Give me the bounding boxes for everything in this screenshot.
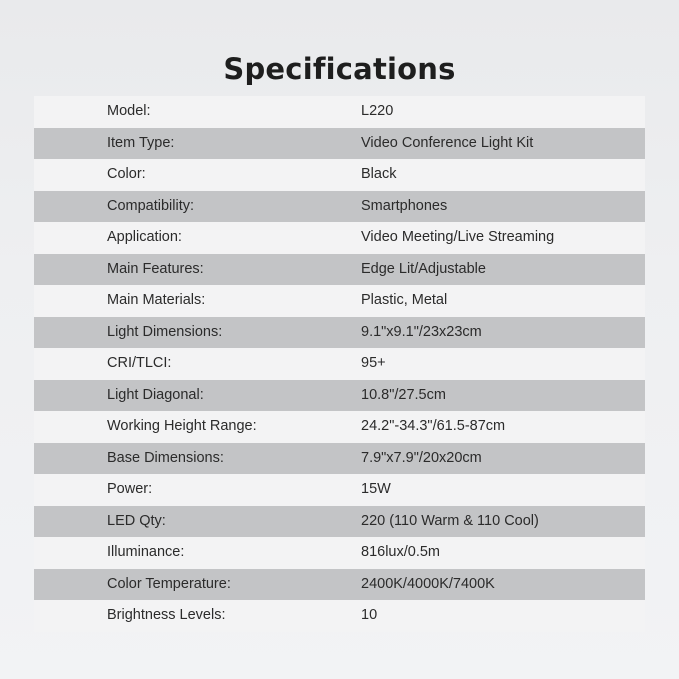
spec-row-application (34, 222, 645, 254)
spec-value: Smartphones (361, 197, 448, 214)
spec-label: Color Temperature: (107, 575, 231, 592)
spec-value: Black (361, 166, 397, 182)
spec-row-working-height-range (34, 411, 645, 443)
spec-label: Brightness Levels: (107, 607, 226, 623)
spec-label: Base Dimensions: (107, 449, 224, 466)
spec-value: Video Meeting/Live Streaming (361, 229, 555, 245)
spec-value: 95+ (361, 355, 386, 371)
spec-row-main-features (34, 254, 645, 286)
spec-value: 15W (361, 481, 391, 497)
spec-value: 7.9"x7.9"/20x20cm (361, 449, 482, 466)
spec-row-light-dimensions (34, 317, 645, 349)
spec-value: 220 (110 Warm & 110 Cool) (361, 512, 539, 529)
spec-label: Item Type: (107, 134, 175, 151)
spec-row-power (34, 474, 645, 506)
spec-table (34, 96, 645, 632)
spec-label: Color: (107, 166, 146, 182)
spec-row-color-temperature (34, 569, 645, 601)
spec-row-light-diagonal (34, 380, 645, 412)
spec-row-color (34, 159, 645, 191)
spec-row-led-qty (34, 506, 645, 538)
spec-label: Power: (107, 481, 153, 497)
spec-value: 10.8"/27.5cm (361, 386, 446, 403)
spec-row-cri-tlci (34, 348, 645, 380)
spec-value: Edge Lit/Adjustable (361, 260, 486, 277)
spec-row-illuminance (34, 537, 645, 569)
spec-label: Model: (107, 103, 151, 119)
spec-row-model (34, 96, 645, 128)
spec-label: Light Diagonal: (107, 386, 204, 403)
spec-row-compatibility (34, 191, 645, 223)
spec-label: CRI/TLCI: (107, 355, 172, 371)
spec-label: Light Dimensions: (107, 323, 223, 340)
spec-value: Plastic, Metal (361, 292, 448, 308)
spec-row-item-type (34, 128, 645, 160)
spec-label: Application: (107, 229, 182, 245)
spec-value: 2400K/4000K/7400K (361, 575, 495, 592)
spec-label: Illuminance: (107, 544, 185, 560)
spec-label: Main Features: (107, 260, 204, 277)
spec-value: 10 (361, 607, 378, 623)
spec-row-base-dimensions (34, 443, 645, 475)
spec-value: 816lux/0.5m (361, 544, 440, 560)
page-title: Specifications (223, 52, 456, 86)
spec-value: L220 (361, 103, 394, 119)
spec-value: 24.2"-34.3"/61.5-87cm (361, 418, 506, 434)
spec-row-brightness-levels (34, 600, 645, 632)
spec-label: LED Qty: (107, 512, 166, 529)
spec-label: Main Materials: (107, 292, 206, 308)
spec-label: Working Height Range: (107, 418, 257, 434)
spec-row-main-materials (34, 285, 645, 317)
spec-value: Video Conference Light Kit (361, 134, 534, 151)
spec-value: 9.1"x9.1"/23x23cm (361, 323, 482, 340)
spec-label: Compatibility: (107, 197, 195, 214)
